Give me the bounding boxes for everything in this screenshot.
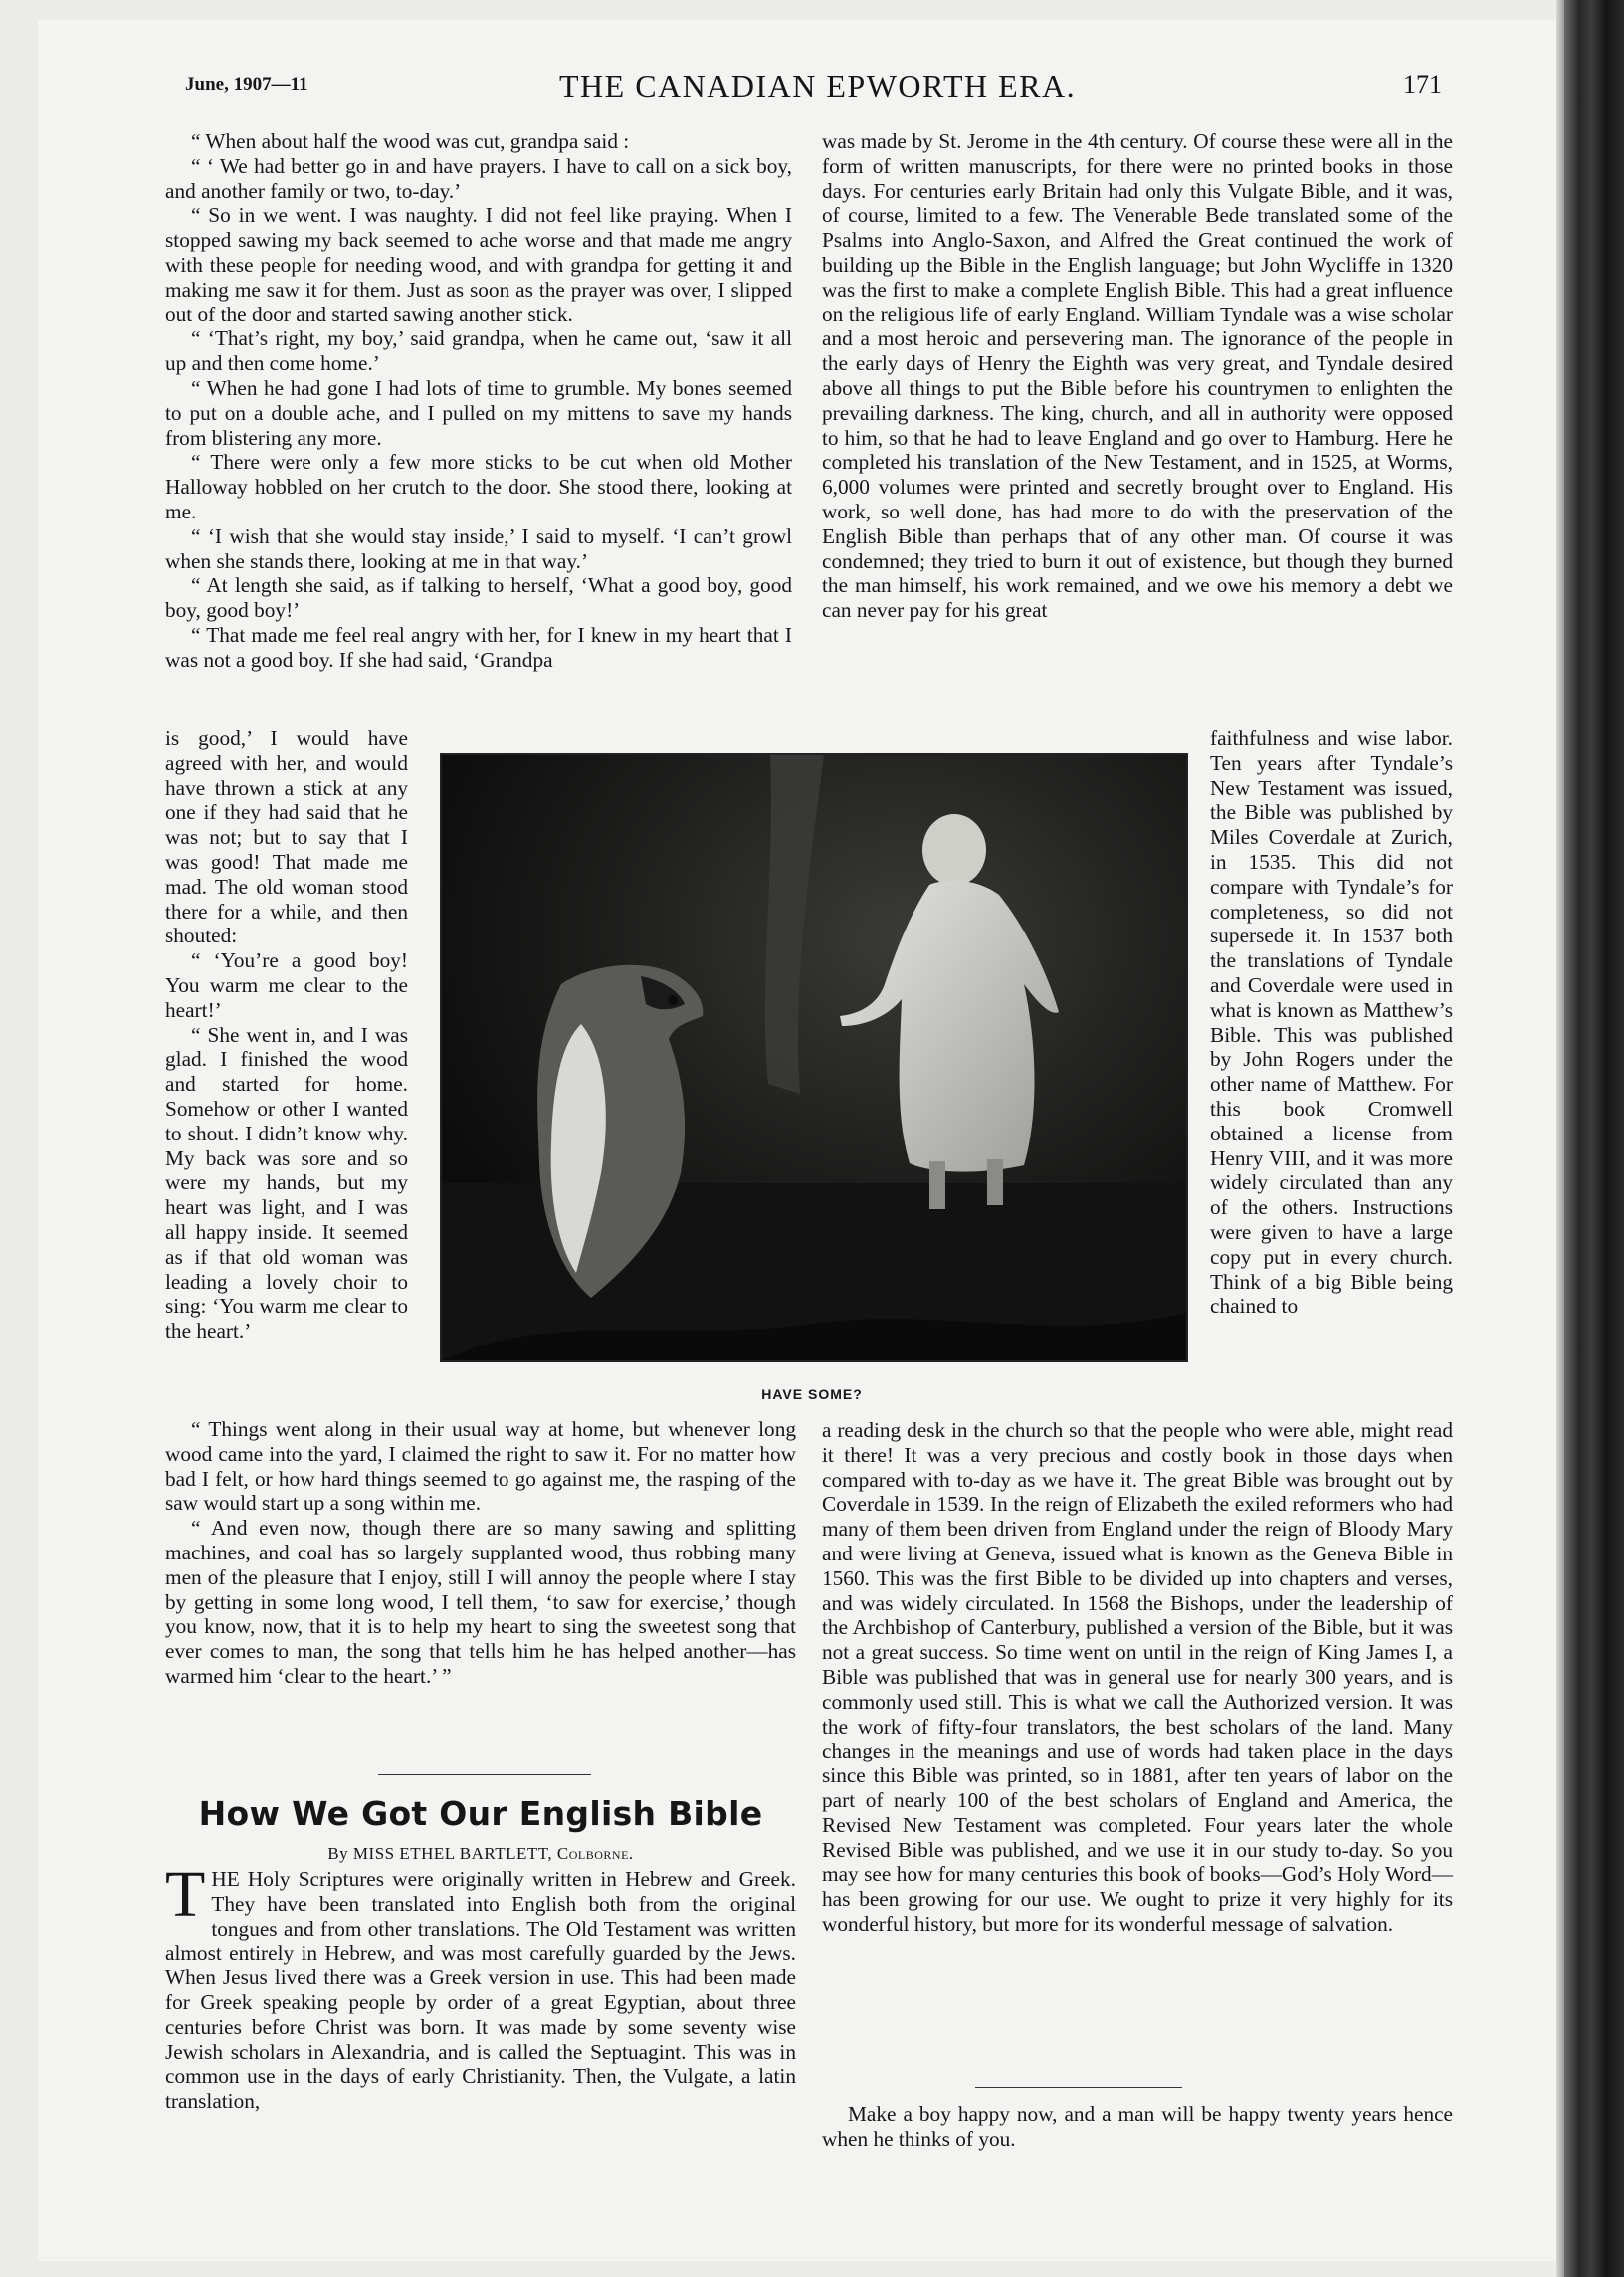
article-paragraph: HE Holy Scriptures were originally written in Hebrew and Greek. They have been translated into English both from the original tongues and from other translations. The Old Testament was written almost entirely in Hebrew, and was most carefully guarded by the Jews. When Jesus lived there was a Greek version in use. This had been made for Greek speaking people by order of a great Egyptian, about three centuries before Christ was born. It was made by some seventy wise Jewish scholars in Alexandria, and is called the Septuagint. This was in common use in the days of early Christianity. Then, the Vulgate, a latin translation, bbox=[165, 1867, 796, 2114]
byline-author: By MISS ETHEL BARTLETT, bbox=[327, 1844, 553, 1863]
byline-place: Colborne. bbox=[556, 1844, 634, 1863]
story-paragraph: is good,’ I would have agreed with her, and would have thrown a stick at any one if they had said that he was not; but to say that I was good! That made me mad. The old woman stood there for a while, and then shouted: bbox=[165, 726, 408, 948]
story-column-left-top bbox=[165, 129, 792, 673]
story-paragraph: “ That made me feel real angry with her, for I knew in my heart that I was not a good boy. If she had said, ‘Grandpa bbox=[165, 622, 792, 672]
section-divider bbox=[378, 1774, 591, 1775]
story-paragraph: “ ‘You’re a good boy! You warm me clear to the heart!’ bbox=[165, 948, 408, 1022]
story-paragraph: “ Things went along in their usual way at home, but whenever long wood came into the yard, I claimed the right to saw it. For no matter how bad I felt, or how hard things seemed to go against me, the rasping of the saw would start up a song within me. bbox=[165, 1417, 796, 1516]
story-paragraph: “ There were only a few more sticks to be cut when old Mother Halloway hobbled on her crutch to the door. She stood there, looking at me. bbox=[165, 450, 792, 523]
photo-caption: HAVE SOME? bbox=[761, 1386, 863, 1402]
drop-cap: T bbox=[165, 1858, 206, 1931]
article-title: How We Got Our English Bible bbox=[198, 1794, 763, 1833]
article-paragraph: faithfulness and wise labor. Ten years after Tyndale’s New Testament was issued, the Bible was published by Miles Coverdale at Zurich, in 1535. This did not compare with Tyndale’s for completeness, so did not supersede it. In 1537 both the translations of Tyndale and Coverdale were used in what is known as Matthew’s Bible. This was published by John Rogers under the other name of Matthew. For this book Cromwell obtained a license from Henry VIII, and it was more widely circulated than any of the others. Instructions were given to have a large copy put in every church. Think of a big Bible being chained to bbox=[1210, 726, 1453, 1319]
story-paragraph: “ And even now, though there are so many sawing and splitting machines, and coal has so largely supplanted wood, thus robbing many men of the pleasure that I enjoy, still I will annoy the people where I stay by getting in some long wood, I tell them, ‘to saw for exercise,’ though you know, now, that it is to help my heart to sing the sweetest song that ever comes to man, the song that tells him he has helped another—has warmed him ‘clear to the heart.’ ” bbox=[165, 1516, 796, 1688]
story-paragraph: “ ‘ We had better go in and have prayers. I have to call on a sick boy, and another family or two, to-day.’ bbox=[165, 153, 792, 203]
header-title: THE CANADIAN EPWORTH ERA. bbox=[559, 68, 1077, 104]
article-paragraph: was made by St. Jerome in the 4th century. Of course these were all in the form of written manuscripts, for there were no printed books in those days. For centuries early Britain had only this Vulgate Bible, and it was, of course, limited to a few. The Venerable Bede translated some of the Psalms into Anglo-Saxon, and Alfred the Great continued the work of building up the Bible in the English language; but John Wycliffe in 1320 was the first to make a complete English Bible. This had a great influence on the religious life of early England. William Tyndale was a wise scholar and a most heroic and persevering man. The ignorance of the people in the early days of Henry the Eighth was very great, and Tyndale desired above all things to put the Bible before his countrymen to enlighten the prevailing darkness. The king, church, and all in authority were opposed to him, so that he had to leave England and go over to Hamburg. Here he completed his translation of the New Testament, and in 1525, at Worms, 6,000 volumes were printed and secretly brought over to England. His work, so well done, has had more to do with the preservation of the English Bible than perhaps that of any other man. Of course it was condemned; they tried to burn it out of existence, but though they burned the man himself, his work remained, and we owe his memory a debt we can never pay for his great bbox=[822, 129, 1453, 623]
story-paragraph: “ When he had gone I had lots of time to grumble. My bones seemed to put on a double ache, and I pulled on my mittens to save my hands from blistering any more. bbox=[165, 375, 792, 450]
page-edge bbox=[1556, 0, 1564, 2277]
article-column-right-bottom bbox=[822, 1418, 1453, 1937]
article-column-right-narrow bbox=[1210, 726, 1453, 1319]
book-binding bbox=[1564, 0, 1624, 2277]
story-paragraph: “ ‘That’s right, my boy,’ said grandpa, when he came out, ‘saw it all up and then come home.’ bbox=[165, 326, 792, 376]
story-paragraph: “ She went in, and I was glad. I finished the wood and started for home. Somehow or other I wanted to shout. I didn’t know why. My back was sore and so were my hands, but my heart was light, and I was all happy inside. It seemed as if that old woman was leading a lovely choir to sing: ‘You warm me clear to the heart.’ bbox=[165, 1022, 408, 1344]
page-number: 171 bbox=[1403, 70, 1442, 99]
story-paragraph: “ ‘I wish that she would stay inside,’ I said to myself. ‘I can’t growl when she stands there, looking at me in that way.’ bbox=[165, 523, 792, 573]
article-column-right-top bbox=[822, 129, 1453, 623]
article-byline bbox=[165, 1844, 796, 1864]
section-divider bbox=[975, 2087, 1182, 2088]
photo-image bbox=[442, 755, 1186, 1360]
closing-note bbox=[822, 2102, 1453, 2152]
story-column-left-bottom bbox=[165, 1417, 796, 1689]
closing-text: Make a boy happy now, and a man will be happy twenty years hence when he thinks of you. bbox=[822, 2102, 1453, 2151]
article-paragraph: a reading desk in the church so that the people who were able, might read it there! It was a very precious and costly book in those days when compared with to-day as we have it. The great Bible was brought out by Coverdale in 1539. In the reign of Elizabeth the exiled reformers who had many of them been driven from England under the reign of Bloody Mary and were living at Geneva, issued what is known as the Geneva Bible in 1560. This was the first Bible to be divided up into chapters and verses, and was widely circulated. In 1568 the Bishops, under the leadership of the Archbishop of Canterbury, published a version of the Bible, but it was not a great success. So time went on until in the reign of King James I, a Bible was published that was in general use for nearly 300 years, and is commonly used still. This is what we call the Authorized version. It was the work of fifty-four translators, the best scholars of the land. Many changes in the meanings and use of words had taken place in the days since this Bible was printed, so in 1881, after ten years of labor on the part of nearly 100 of the best scholars of England and America, the Revised New Testament was completed. Four years later the whole Revised Bible was published, and we use it in our study to-day. So you may see how for many centuries this book of books—God’s Holy Word—has been growing for our use. We ought to prize it very highly for its wonderful history, but more for its wonderful message of salvation. bbox=[822, 1418, 1453, 1936]
story-paragraph: “ At length she said, as if talking to herself, ‘What a good boy, good boy, good boy!’ bbox=[165, 573, 792, 623]
photo-child-and-dog bbox=[440, 753, 1188, 1362]
story-column-left-narrow bbox=[165, 726, 408, 1344]
story-paragraph: “ So in we went. I was naughty. I did not feel like praying. When I stopped sawing my back seemed to ache worse and that made me angry with these people for needing wood, and with grandpa for getting it and making me saw it for them. Just as soon as the prayer was over, I slipped out of the door and started sawing another stick. bbox=[165, 203, 792, 326]
article-body-left bbox=[165, 1858, 796, 2114]
header-date: June, 1907—11 bbox=[185, 74, 308, 95]
story-paragraph: “ When about half the wood was cut, grandpa said : bbox=[191, 129, 630, 153]
